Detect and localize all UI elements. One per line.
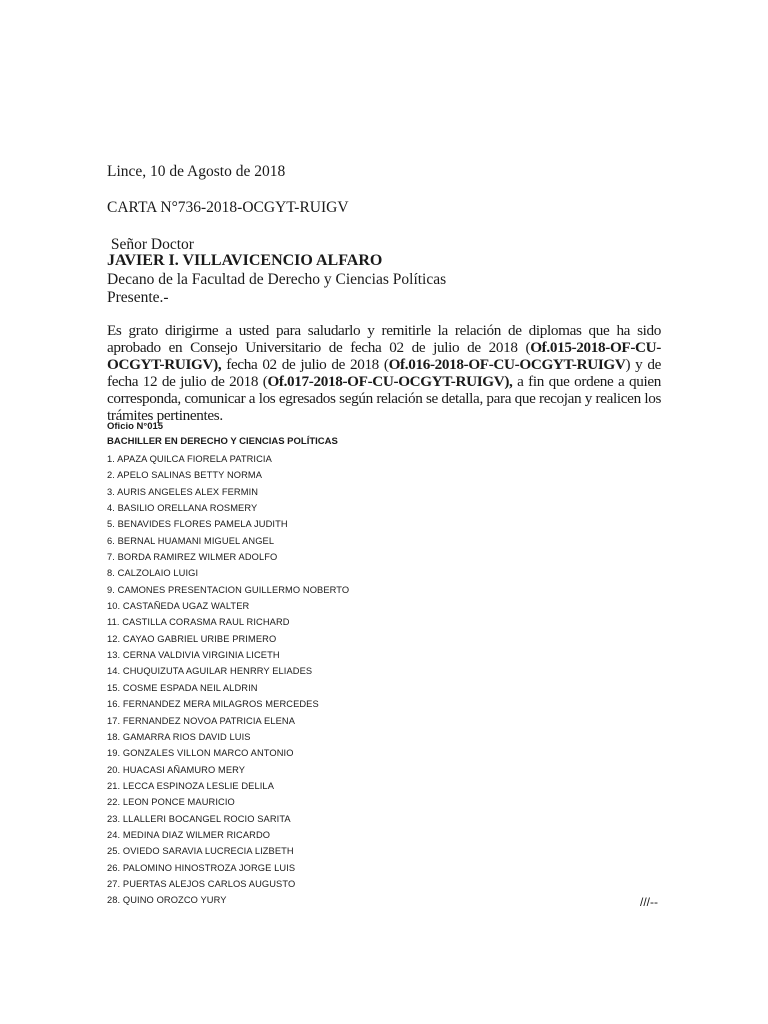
list-item: 6. BERNAL HUAMANI MIGUEL ANGEL (107, 535, 275, 546)
list-item: 9. CAMONES PRESENTACION GUILLERMO NOBERTO (107, 584, 350, 595)
list-item: 21. LECCA ESPINOZA LESLIE DELILA (107, 780, 275, 791)
body-text-2: fecha 02 de julio de 2018 ( (221, 356, 389, 373)
recipient-closing: Presente.- (107, 289, 169, 306)
list-item: 13. CERNA VALDIVIA VIRGINIA LICETH (107, 650, 280, 661)
oficio-label: Oficio N°015 (107, 421, 164, 432)
list-item: 22. LEON PONCE MAURICIO (107, 797, 235, 808)
list-item: 8. CALZOLAIO LUIGI (107, 568, 199, 579)
letter-title: CARTA N°736-2018-OCGYT-RUIGV (107, 199, 349, 216)
recipient-title: Decano de la Facultad de Derecho y Ciencias Políticas (107, 271, 447, 288)
list-item: 19. GONZALES VILLON MARCO ANTONIO (107, 748, 294, 759)
list-item: 2. APELO SALINAS BETTY NORMA (107, 470, 263, 481)
list-item: 14. CHUQUIZUTA AGUILAR HENRRY ELIADES (107, 666, 313, 677)
list-item: 10. CASTAÑEDA UGAZ WALTER (107, 601, 250, 612)
reference-2: Of.016-2018-OF-CU-OCGYT-RUIGV (388, 356, 626, 373)
degree-title: BACHILLER EN DERECHO Y CIENCIAS POLÍTICAS (107, 436, 338, 447)
list-item: 7. BORDA RAMIREZ WILMER ADOLFO (107, 552, 278, 563)
list-item: 17. FERNANDEZ NOVOA PATRICIA ELENA (107, 715, 296, 726)
list-item: 27. PUERTAS ALEJOS CARLOS AUGUSTO (107, 878, 296, 889)
salutation-text: Señor Doctor (110, 236, 194, 253)
body-paragraph (107, 322, 661, 424)
body-text-1: Es grato dirigirme a usted para saludarlo y remitirle la relación de diplomas que ha sido aprobado en Consejo Universitario de fecha 02 de julio de 2018 ( (107, 322, 661, 356)
list-item: 25. OVIEDO SARAVIA LUCRECIA LIZBETH (107, 846, 294, 857)
list-item: 5. BENAVIDES FLORES PAMELA JUDITH (107, 519, 288, 530)
list-item: 1. APAZA QUILCA FIORELA PATRICIA (107, 454, 272, 464)
list-item: 20. HUACASI AÑAMURO MERY (107, 764, 246, 775)
reference-3: Of.017-2018-OF-CU-OCGYT-RUIGV), (267, 373, 513, 390)
list-item: 23. LLALLERI BOCANGEL ROCIO SARITA (107, 813, 291, 824)
list-item: 16. FERNANDEZ MERA MILAGROS MERCEDES (107, 699, 319, 710)
reference-1: Of.015-2018-OF-CU-OCGYT-RUIGV), (107, 339, 661, 373)
list-item: 15. COSME ESPADA NEIL ALDRIN (107, 682, 258, 693)
recipient-name: JAVIER I. VILLAVICENCIO ALFARO (107, 252, 383, 269)
list-item: 4. BASILIO ORELLANA ROSMERY (107, 503, 258, 514)
list-item: 26. PALOMINO HINOSTROZA JORGE LUIS (107, 862, 296, 873)
place-date: Lince, 10 de Agosto de 2018 (107, 163, 286, 180)
list-item: 11. CASTILLA CORASMA RAUL RICHARD (107, 617, 290, 628)
list-item: 24. MEDINA DIAZ WILMER RICARDO (107, 829, 271, 840)
list-item: 18. GAMARRA RIOS DAVID LUIS (107, 731, 251, 742)
list-item: 3. AURIS ANGELES ALEX FERMIN (107, 486, 259, 497)
body-text-4: a fin que ordene a quien corresponda, comunicar a los egresados según relación se detalla, para que recojan y realicen los trámites pertinentes. (107, 373, 661, 424)
body-text-3: ) y de fecha 12 de julio de 2018 ( (107, 356, 661, 390)
graduate-list (107, 451, 349, 909)
list-item: 28. QUINO OROZCO YURY (107, 895, 227, 906)
list-item: 12. CAYAO GABRIEL URIBE PRIMERO (107, 633, 277, 644)
continue-mark: ///-- (640, 895, 658, 909)
